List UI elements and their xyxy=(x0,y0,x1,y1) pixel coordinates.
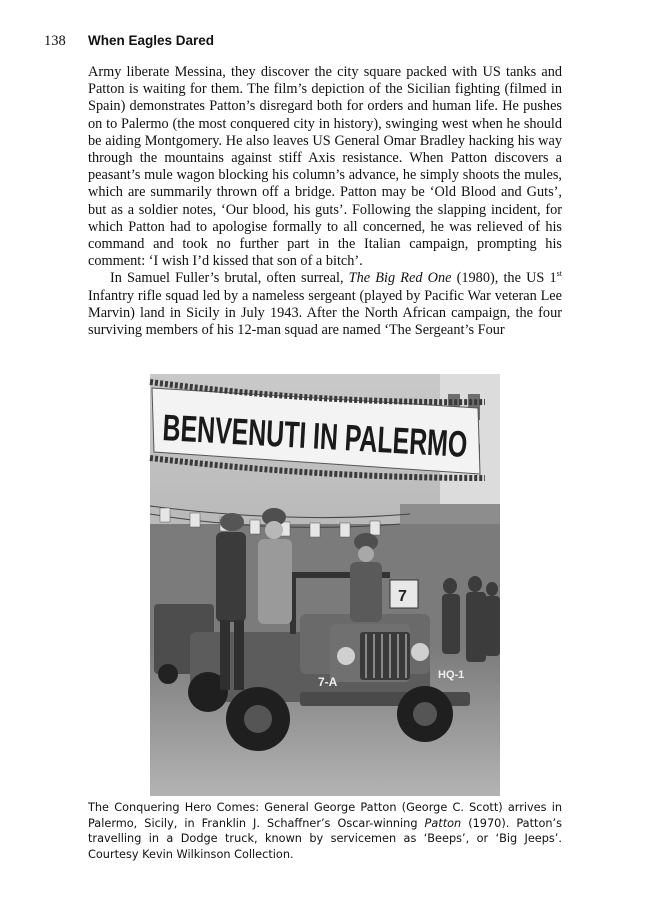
film-title-big-red-one: The Big Red One xyxy=(348,270,452,287)
book-title: When Eagles Dared xyxy=(88,33,215,48)
spectators xyxy=(442,576,500,662)
ordinal-superscript: st xyxy=(556,269,562,279)
body-text xyxy=(88,64,562,339)
number-sign-text: 7 xyxy=(398,588,407,605)
paragraph-2-text-c: Infantry rifle squad led by a nameless sergeant (played by Pacific War veteran Lee Marvin) land in Sicily in July 1943. After the North African campaign, the four surviving members of his 12-man squad are named ‘The Sergeant’s Four xyxy=(88,287,562,339)
banner-text: BENVENUTI IN PALERMO xyxy=(161,407,617,474)
photo-illustration xyxy=(150,374,617,796)
hood-marking: 7-A xyxy=(318,675,338,689)
caption-film-title: Patton xyxy=(424,816,462,830)
caption-text-a: The Conquering Hero Comes: General George Patton (George C. Scott) arrives in Palermo, Sicily, in Franklin J. Schaffner’s Oscar-winning xyxy=(88,801,562,830)
photograph-patton-palermo xyxy=(150,374,617,796)
paragraph-1: Army liberate Messina, they discover the city square packed with US tanks and Patton is waiting for them. The film’s depiction of the Sicilian fighting (filmed in Spain) demonstrates Patton’s disregard both for orders and human life. He pushes on to Palermo (the most conquered city in history), swinging west when he should be aiding Montgomery. He also leaves US General Omar Bradley hacking his way through the mountains against stiff Axis resistance. When Patton discovers a peasant’s mule wagon blocking his column’s advance, he simply shoots the mules, which are summarily thrown off a bridge. Patton may be ‘Old Blood and Guts’, but as a soldier notes, ‘Our blood, his guts’. Following the slapping incident, for which Patton had to apologise formally to all concerned, he was relieved of his command and took no further part in the Italian campaign, prompting his comment: ‘I wish I’d kissed that son of a bitch’. xyxy=(88,64,562,270)
paragraph-2 xyxy=(88,270,562,339)
photo-caption xyxy=(88,800,562,862)
running-head xyxy=(44,33,564,53)
page-number: 138 xyxy=(44,33,66,49)
paragraph-2-text-a: In Samuel Fuller’s brutal, often surreal, xyxy=(110,270,349,287)
paragraph-2-text-b: (1980), the US 1 xyxy=(451,270,557,287)
bumper-marking: HQ-1 xyxy=(438,669,465,681)
caption-text-b: (1970). Patton’s travelling in a Dodge truck, known by servicemen as ‘Beeps’, or ‘Big Jeeps’. Courtesy Kevin Wilkinson Collection. xyxy=(88,816,562,861)
